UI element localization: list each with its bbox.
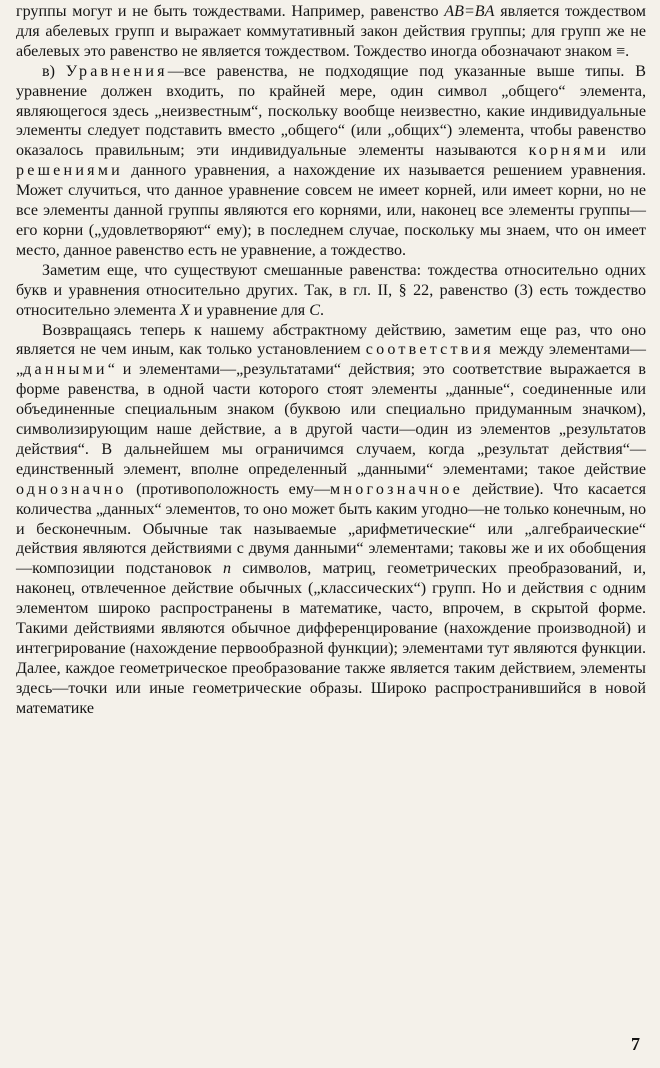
text-run: и уравнение для [189,301,310,319]
text-run: между элементами—„ [16,341,646,379]
text-run: символов, матриц, геометрических преобразований, и, наконец, отвлеченное действие обычных („классических“) групп. Но и действия с одним элементом широко распространены в математике, часто, впрочем, в скрытой форме. Такими действиями являются обычное дифференцирование (нахождение производной) и интегрирование (нахождение первообразной функции); элементами тут являются функции. Далее, каждое геометрическое преобразование также является таким действием, элементы здесь—точки или иные геометрические образы. Широко распространившийся в новой математике [16,560,646,717]
paragraph-3 [16,261,646,321]
text-run: “ и элементами—„результатами“ действия; это соответствие выражается в форме равенства, в одной части которого стоят элементы „данные“, соединенные или объединенные специальным знаком (буквою или специально придуманным значком), символизирующим наше действие, а в другой части—один из элементов „результатов действия“. В дальнейшем мы ограничимся случаем, когда „результат действия“—единственный элемент, вполне определенный „данными“ элементами; такое действие [16,361,646,478]
text-run: —все равенства, не подходящие под указанные выше типы. В уравнение должен входить, по крайней мере, один символ „общего“ элемента, являющегося здесь „неизвестным“, поскольку вообще неизвестно, какие индивидуальные элементы следует подставить вместо „общего“ (или „общих“) элемента, чтобы равенство оказалось правильным; эти индивидуальные элементы называются [16,62,647,160]
text-run: . [319,301,324,319]
variable-x: X [180,301,190,319]
document-page [16,2,646,719]
text-run: Заметим еще, что существуют смешанные равенства: тождества относительно одних букв и уравнения относительно других. Так, в гл. II, § 22, равенство (3) есть тождество относительно элемента [16,261,646,319]
paragraph-2 [16,62,646,261]
paragraph-1 [16,2,646,62]
term-multi-valued: многозначное [330,480,464,498]
text-run: (противоположность ему— [126,480,331,498]
text-run: Возвращаясь теперь к нашему абстрактному действию, заметим еще раз, что оно является не чем иным, как только установлением [16,321,646,359]
text-run: действие). Что касается количества „данных“ элементов, то оно может быть каким угодно—не только конечным, но и бесконечным. Обычные так называемые „арифметические“ или „алгебраические“ действия являются действиями с двумя данными“ элементами; таковы же и их обобщения—композиции подстановок [16,480,646,578]
variable-c: C [309,301,320,319]
formula-ab-ba: AB=BA [444,3,495,20]
text-run: или [608,142,646,160]
paragraph-4 [16,321,646,719]
term-equations: Уравнения [65,62,168,80]
text-run: данного уравнения, а нахождение их называется решением уравнения. Может случиться, что данное уравнение совсем не имеет корней, или имеет корни, но не все элементы данной группы являются его корнями, или, наконец все элементы группы—его корни („удовлетворяют“ ему); в последнем случае, поскольку мы знаем, что он имеет место, данное равенство есть не уравнение, а тождество. [16,162,646,259]
text-run: группы могут и не быть тождествами. Например, равенство [16,3,445,20]
text-run: является тождеством для абелевых групп и выражает коммутативный закон действия группы; для групп же не абелевых это равенство не является тождеством. Тождество иногда обозначают знаком ≡. [16,3,646,60]
term-correspondence: соответствия [365,341,494,359]
list-label: в) [42,62,66,80]
term-roots: корнями [528,142,609,160]
variable-n: n [222,560,231,578]
term-single-valued: однозначно [16,480,127,498]
term-data: данными [23,361,108,379]
page-number: 7 [631,1034,640,1054]
term-solutions: решениями [16,162,123,180]
